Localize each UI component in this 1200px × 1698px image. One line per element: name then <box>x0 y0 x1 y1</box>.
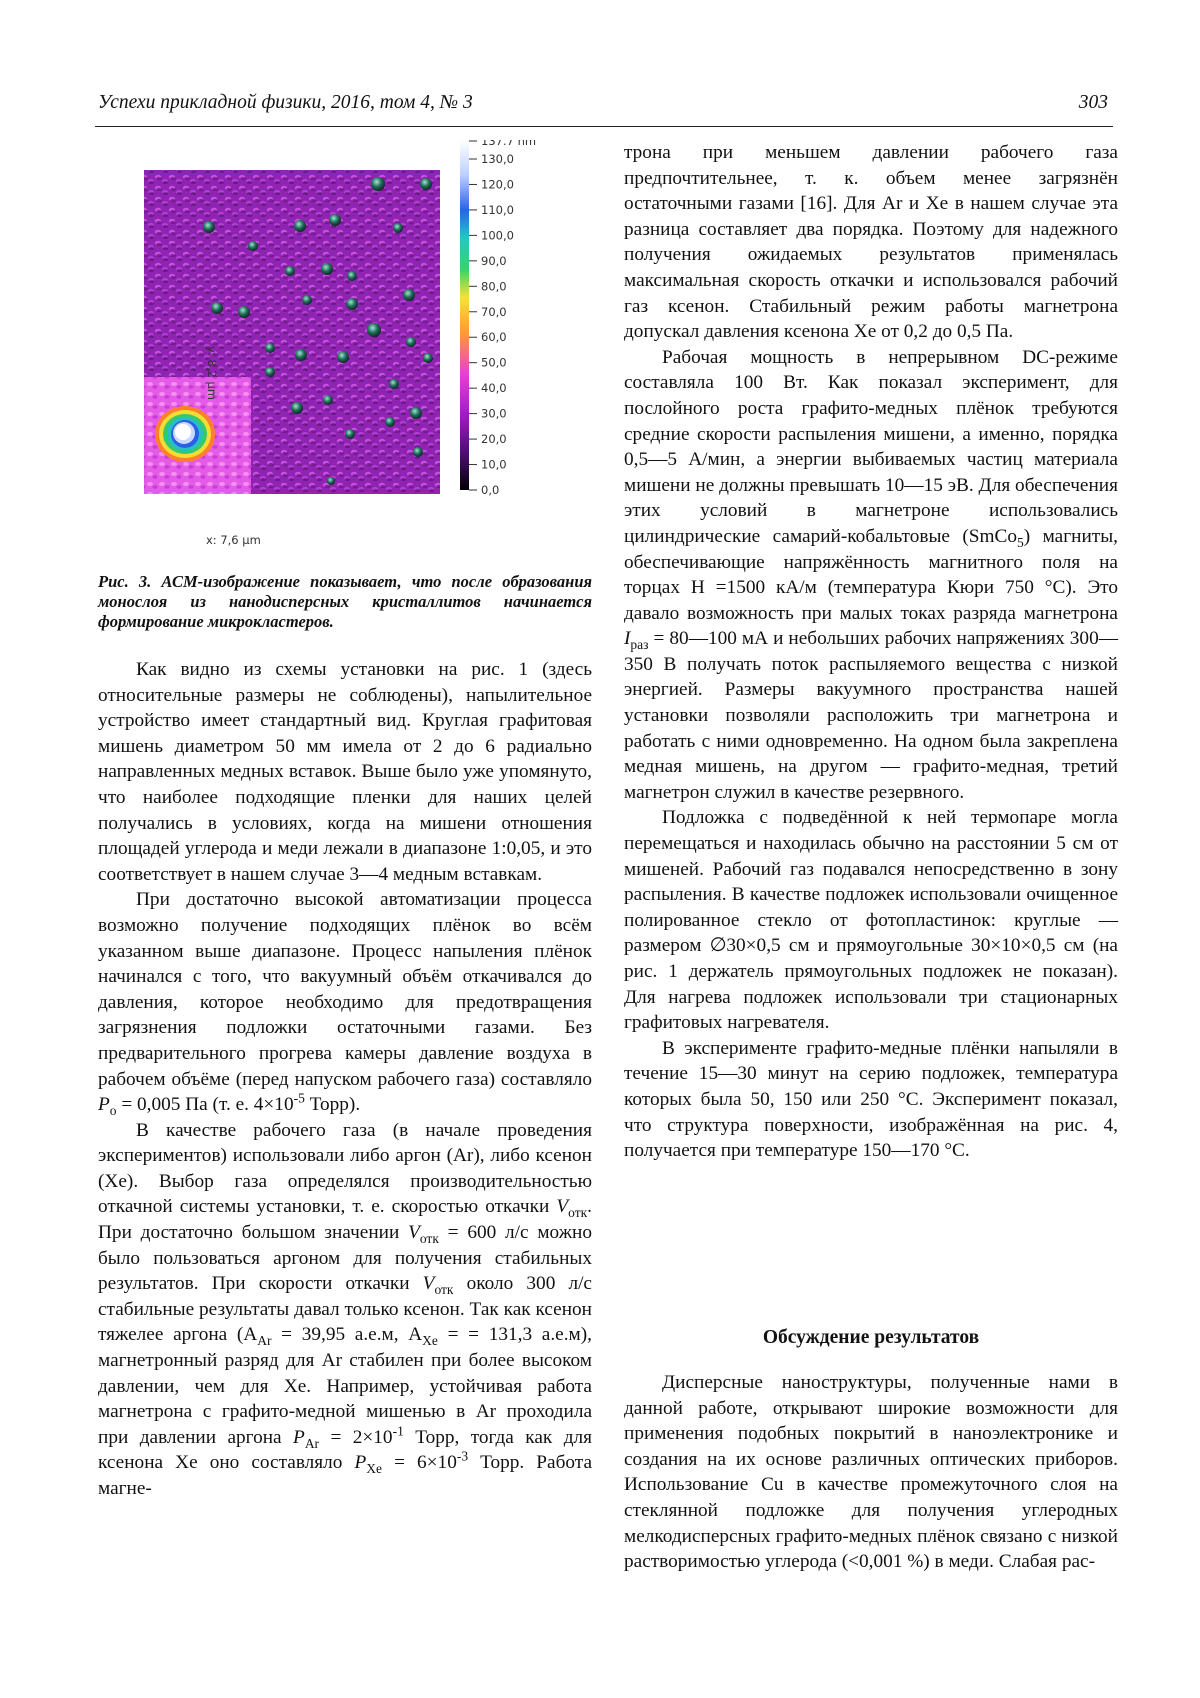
paragraph: Рабочая мощность в непрерывном DC-режиме составляла 100 Вт. Как показал эксперимент, для послойного роста графито-медных плёнок требуются средние скорости распыления мишени, а именно, порядка 0,5—5 А/мин, а энергии выбиваемых частиц материала мишени не должны превышать 10—15 эВ. Для обеспечения этих условий в магнетроне использовались цилиндрические самарий-кобальтовые (SmCo$_5$) магниты, обеспечивающие напряжённость магнитного поля на торцах H =1500 кА/м (температура Кюри 750 °С). Это давало возможность при малых токах разряда магнетрона $I_{раз}$ = 80—100 мА и небольших рабочих напряжениях 300—350 В получать поток распыляемого вещества с низкой энергией. Размеры вакуумного пространства нашей установки позволяли расположить три магнетрона и работать с ними одновременно. На одном была закреплена медная мишень, на другом — графито-медная, третий магнетрон служил в качестве резервного. <box>624 346 1118 803</box>
afm-figure <box>98 140 598 560</box>
paragraph: В качестве рабочего газа (в начале проведения экспериментов) использовали либо аргон (Ar), либо ксенон (Xe). Выбор газа определялся производительностью откачной системы установки, т. е. скоростью откачки $V_{отк}$. При достаточно большом значении $V_{отк} = 600$ л/с можно было пользоваться аргоном для получения стабильных результатов. При скорости откачки $V_{отк}$ около 300 л/с стабильные результаты давал только ксенон. Так как ксенон тяжелее аргона ($A_{Ar} = 39,95$ а.е.м, $A_{Xe}$ = = 131,3 а.е.м), магнетронный разряд для Ar стабилен при более высоком давлении, чем для Xe. Например, устойчивая работа магнетрона с графито-медной мишенью в Ar проходила при давлении аргона $P_{Ar} = 2\times 10^{-1}$ Торр, тогда как для ксенона Xe оно составляло $P_{Xe} = 6\times 10^{-3}$ Торр. Работа магне- <box>98 1119 592 1499</box>
scale-tick-label: 50,0 <box>481 355 507 370</box>
paragraph: трона при меньшем давлении рабочего газа предпочтительнее, т. к. объем менее загрязнён остаточными газами [16]. Для Ar и Xe в нашем случае эта разница составляет два порядка. Поэтому для надежного получения ожидаемых результатов применялась максимальная скорость откачки и использовался рабочий газ ксенон. Стабильный режим работы магнетрона допускал давления ксенона Xe от 0,2 до 0,5 Па. <box>624 142 1118 343</box>
paragraph: Подложка с подведённой к ней термопаре могла перемещаться и находилась обычно на расстоянии 5 см от мишеней. Рабочий газ подавался непосредственно в зону распыления. В качестве подложек использовали очищенное полированное стекло от фотопластинок: круглые — размером ∅30×0,5 см и прямоугольные 30×10×0,5 см (на рис. 1 держатель прямоугольных подложек не показан). Для нагрева подложек использовали три стационарных графитовых нагревателя. <box>624 807 1118 1034</box>
left-column <box>98 657 592 1502</box>
scale-tick-label: 0,0 <box>481 483 500 497</box>
scale-tick-label: 10,0 <box>481 457 507 472</box>
scale-tick-label: 80,0 <box>481 279 507 294</box>
header-divider <box>95 126 1113 127</box>
x-axis-label: x: 7,6 µm <box>206 533 261 547</box>
scale-tick-label: 120,0 <box>481 177 514 192</box>
inset-cluster <box>155 406 215 462</box>
paragraph: При достаточно высокой автоматизации процесса возможно получение подходящих плёнок во всём указанном выше диапазоне. Процесс напыления плёнок начинался с того, что вакуумный объём откачивался до давления, которое необходимо для предотвращения загрязнения подложки остаточными газами. Без предварительного прогрева камеры давление воздуха в рабочем объёме (перед напуском рабочего газа) составляло $P_о = 0,005$ Па (т. е. $4\times 10^{-5}$ Торр). <box>98 889 592 1118</box>
scale-tick-label: 30,0 <box>481 406 507 421</box>
paragraph: Как видно из схемы установки на рис. 1 (здесь относительные размеры не соблюдены), напылительное устройство имеет стандартный вид. Круглая графитовая мишень диаметром 50 мм имела от 2 до 6 радиально направленных медных вставок. Выше было уже упомянуто, что наиболее подходящие пленки для наших целей получались в условиях, когда на мишени отношения площадей углерода и меди лежали в диапазоне 1:0,05, и это соответствует в нашем случае 3—4 медным вставкам. <box>98 659 592 885</box>
scale-tick-label: 90,0 <box>481 253 507 268</box>
y-axis-label: y: 8,2 µm <box>205 346 219 400</box>
color-scale-bar <box>460 140 469 490</box>
scale-tick-label: 40,0 <box>481 381 507 396</box>
right-column <box>624 140 1118 1164</box>
paragraph: Дисперсные наноструктуры, полученные нами в данной работе, открывают широкие возможности для применения подобных покрытий в наноэлектронике и создания на их основе различных оптических приборов. Использование Cu в качестве промежуточного слоя на стеклянной подложке для получения углеродных мелкодисперсных графито-медных плёнок связано с низкой растворимостью углерода (<0,001 %) в меди. Слабая рас- <box>624 1372 1118 1573</box>
color-scale-ticks <box>469 141 514 497</box>
scale-tick-label: 110,0 <box>481 202 514 217</box>
scale-tick-label: 20,0 <box>481 432 507 447</box>
page-number: 303 <box>1078 92 1108 113</box>
journal-header: Успехи прикладной физики, 2016, том 4, № 3 <box>98 92 473 113</box>
scale-max-label: 137.7 nm <box>481 140 537 148</box>
scale-tick-label: 130,0 <box>481 152 514 166</box>
paragraph: В эксперименте графито-медные плёнки напыляли в течение 15—30 минут на серию подложек, температура которых была 50, 150 или 250 °С. Эксперимент показал, что структура поверхности, изображённая на рис. 4, получается при температуре 150—170 °С. <box>624 1037 1118 1162</box>
scale-tick-label: 70,0 <box>481 304 507 319</box>
scale-tick-label: 100,0 <box>481 228 514 243</box>
afm-figure-graphic <box>98 140 598 560</box>
figure-caption: Рис. 3. АСМ-изображение показывает, что после образования монослоя из нанодисперсных кристаллитов начинается формирование микрокластеров. <box>98 572 592 631</box>
scale-tick-label: 60,0 <box>481 330 507 345</box>
section-heading: Обсуждение результатов <box>762 1327 980 1348</box>
right-column-continued <box>624 1370 1118 1575</box>
